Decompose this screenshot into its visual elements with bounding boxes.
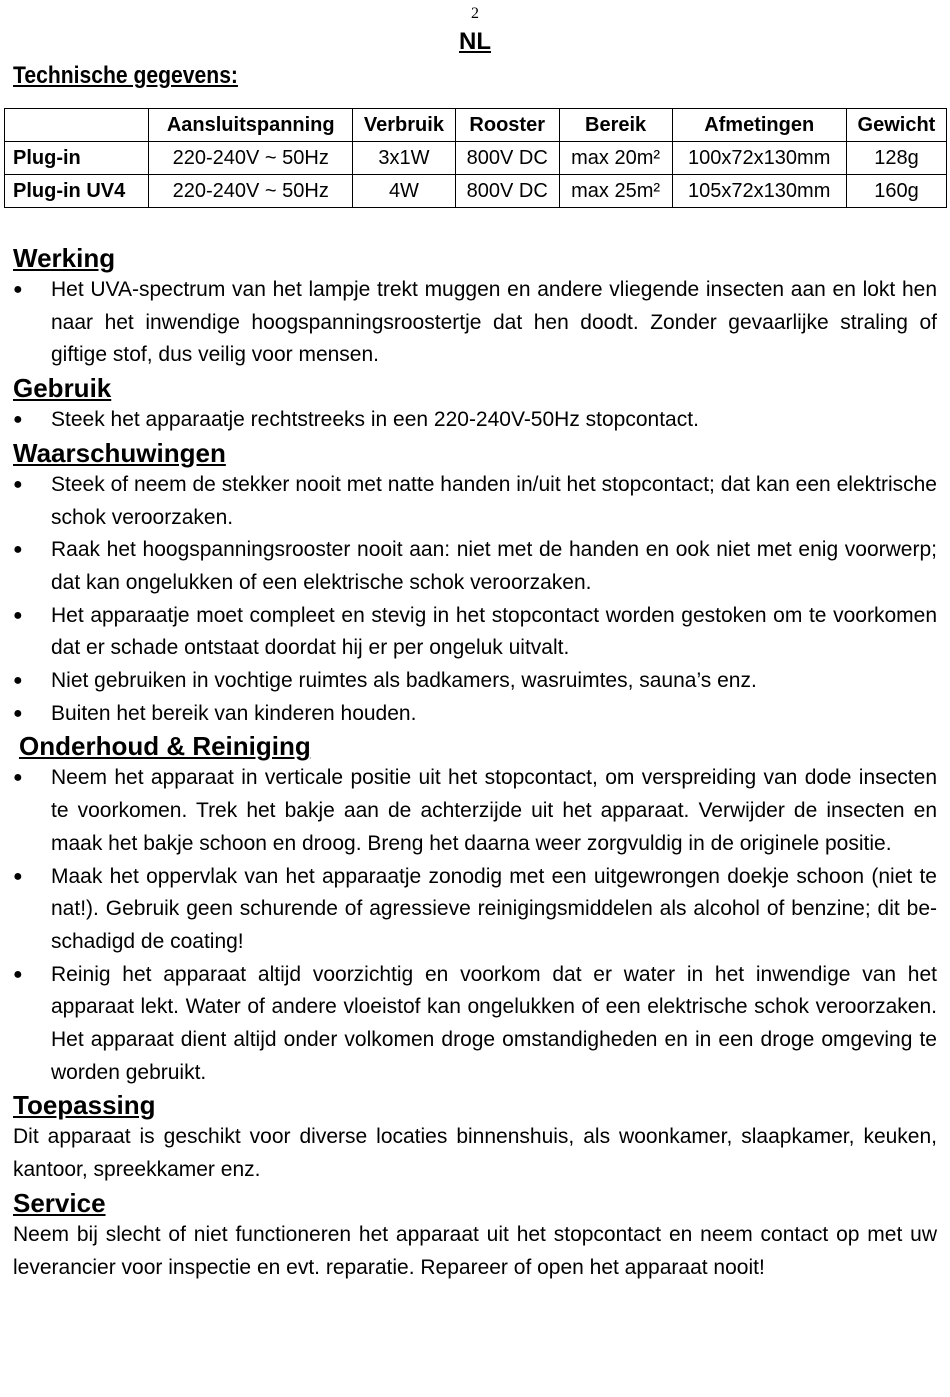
list-item [13, 665, 937, 698]
list-item [13, 274, 937, 372]
bullet-list [13, 762, 937, 1089]
list-item-text: Reinig het apparaat altijd voorzichtig en voorkom dat er water in het inwendige van het apparaat lekt. Water of andere vloeistof kan ongelukken of een elektrische schok veroorzaken. Het apparaat dient altijd onder volkomen droge omstandigheden en in een droge omgeving te worden gebruikt. [51, 962, 937, 1084]
table-header-cell: Afmetingen [672, 109, 846, 142]
table-row [5, 142, 947, 175]
table-cell: 105x72x130mm [672, 175, 846, 208]
bullet-icon: ● [13, 672, 23, 690]
list-item-text: Maak het oppervlak van het apparaatje zonodig met een uitgewrongen doekje schoon (niet te nat!). Gebruik geen schurende of agressieve reinigingsmiddelen als alcohol of benzine; dit beschadigd de coating! [51, 864, 937, 953]
bullet-icon: ● [13, 475, 23, 493]
page-title: Technische gegevens: [13, 62, 238, 89]
table-cell: max 20m² [559, 142, 672, 175]
list-item [13, 861, 937, 959]
page-number: 2 [471, 5, 479, 22]
table-header-cell [5, 109, 149, 142]
bullet-list [13, 274, 937, 372]
table-cell: 800V DC [455, 142, 559, 175]
list-item [13, 469, 937, 534]
table-header-cell: Aansluitspanning [149, 109, 353, 142]
table-row-label: Plug-in [5, 142, 149, 175]
bullet-icon: ● [13, 965, 23, 983]
section-paragraph: Neem bij slecht of niet functioneren het apparaat uit het stopcontact en neem contact op met uw leverancier voor inspectie en evt. reparatie. Repareer of open het apparaat nooit! [13, 1222, 937, 1279]
section-paragraph: Dit apparaat is geschikt voor diverse locaties binnenshuis, als woonkamer, slaapkamer, keuken, kantoor, spreekkamer enz. [13, 1125, 937, 1182]
bullet-icon: ● [13, 411, 23, 429]
list-item-text: Het UVA-spectrum van het lampje trekt muggen en andere vliegende insecten aan en lokt hen naar het inwendige hoogspanningsroostertje dat hen doodt. Zonder gevaarlijke straling of giftige stof, dus veilig voor mensen. [51, 278, 937, 367]
language-code: NL [459, 28, 491, 55]
table-header-cell: Verbruik [353, 109, 456, 142]
bullet-icon: ● [13, 606, 23, 624]
table-cell: 220-240V ~ 50Hz [149, 142, 353, 175]
document-body [13, 242, 937, 1284]
list-item [13, 762, 937, 860]
spec-table [4, 108, 947, 208]
table-cell: 4W [353, 175, 456, 208]
list-item-text: Raak het hoogspanningsrooster nooit aan: niet met de handen en ook niet met enig voorwerp; dat kan ongelukken of een elektrische schok veroorzaken. [51, 538, 937, 594]
list-item [13, 959, 937, 1090]
bullet-icon: ● [13, 867, 23, 885]
section-title-werking: Werking [13, 243, 116, 273]
bullet-icon: ● [13, 541, 23, 559]
list-item-text: Buiten het bereik van kinderen houden. [51, 701, 417, 725]
list-item-text: Steek het apparaatje rechtstreeks in een 220-240V-50Hz stopcontact. [51, 408, 699, 432]
list-item-text: Steek of neem de stekker nooit met natte handen in/uit het stopcontact; dat kan een elektrische schok veroorzaken. [51, 472, 937, 529]
section-title-toepassing: Toepassing [13, 1090, 156, 1121]
table-row [5, 175, 947, 208]
section-title-service: Service [13, 1187, 106, 1218]
section-title-gebruik: Gebruik [13, 373, 112, 404]
table-cell: 220-240V ~ 50Hz [149, 175, 353, 208]
list-item [13, 404, 937, 437]
table-cell: max 25m² [559, 175, 672, 208]
list-item-text: Neem het apparaat in verticale positie uit het stopcontact, om verspreiding van dode insecten te voorkomen. Trek het bakje aan de achterzijde uit het apparaat. Verwijder de insecten en maak het bakje schoon en droog. Breng het daarna weer zorgvuldig in de originele positie. [51, 766, 937, 855]
table-cell: 3x1W [353, 142, 456, 175]
list-item [13, 698, 937, 731]
section-title-onderhoud: Onderhoud & Reiniging [19, 731, 311, 762]
table-header-row [5, 109, 947, 142]
table-header-cell: Gewicht [846, 109, 946, 142]
bullet-icon: ● [13, 281, 23, 298]
table-cell: 160g [846, 175, 946, 208]
list-item [13, 534, 937, 599]
bullet-icon: ● [13, 704, 23, 722]
bullet-list [13, 404, 937, 437]
bullet-list [13, 469, 937, 731]
table-cell: 800V DC [455, 175, 559, 208]
table-header-cell: Bereik [559, 109, 672, 142]
table-row-label: Plug-in UV4 [5, 175, 149, 208]
list-item-text: Niet gebruiken in vochtige ruimtes als badkamers, wasruimtes, sauna’s enz. [51, 669, 757, 693]
table-header-cell: Rooster [455, 109, 559, 142]
table-cell: 100x72x130mm [672, 142, 846, 175]
table-cell: 128g [846, 142, 946, 175]
bullet-icon: ● [13, 769, 23, 787]
list-item-text: Het apparaatje moet compleet en stevig in het stopcontact worden gestoken om te voorkomen dat er schade ontstaat doordat hij er per ongeluk uitvalt. [51, 603, 937, 660]
list-item [13, 600, 937, 665]
section-title-waarschuwingen: Waarschuwingen [13, 437, 226, 468]
